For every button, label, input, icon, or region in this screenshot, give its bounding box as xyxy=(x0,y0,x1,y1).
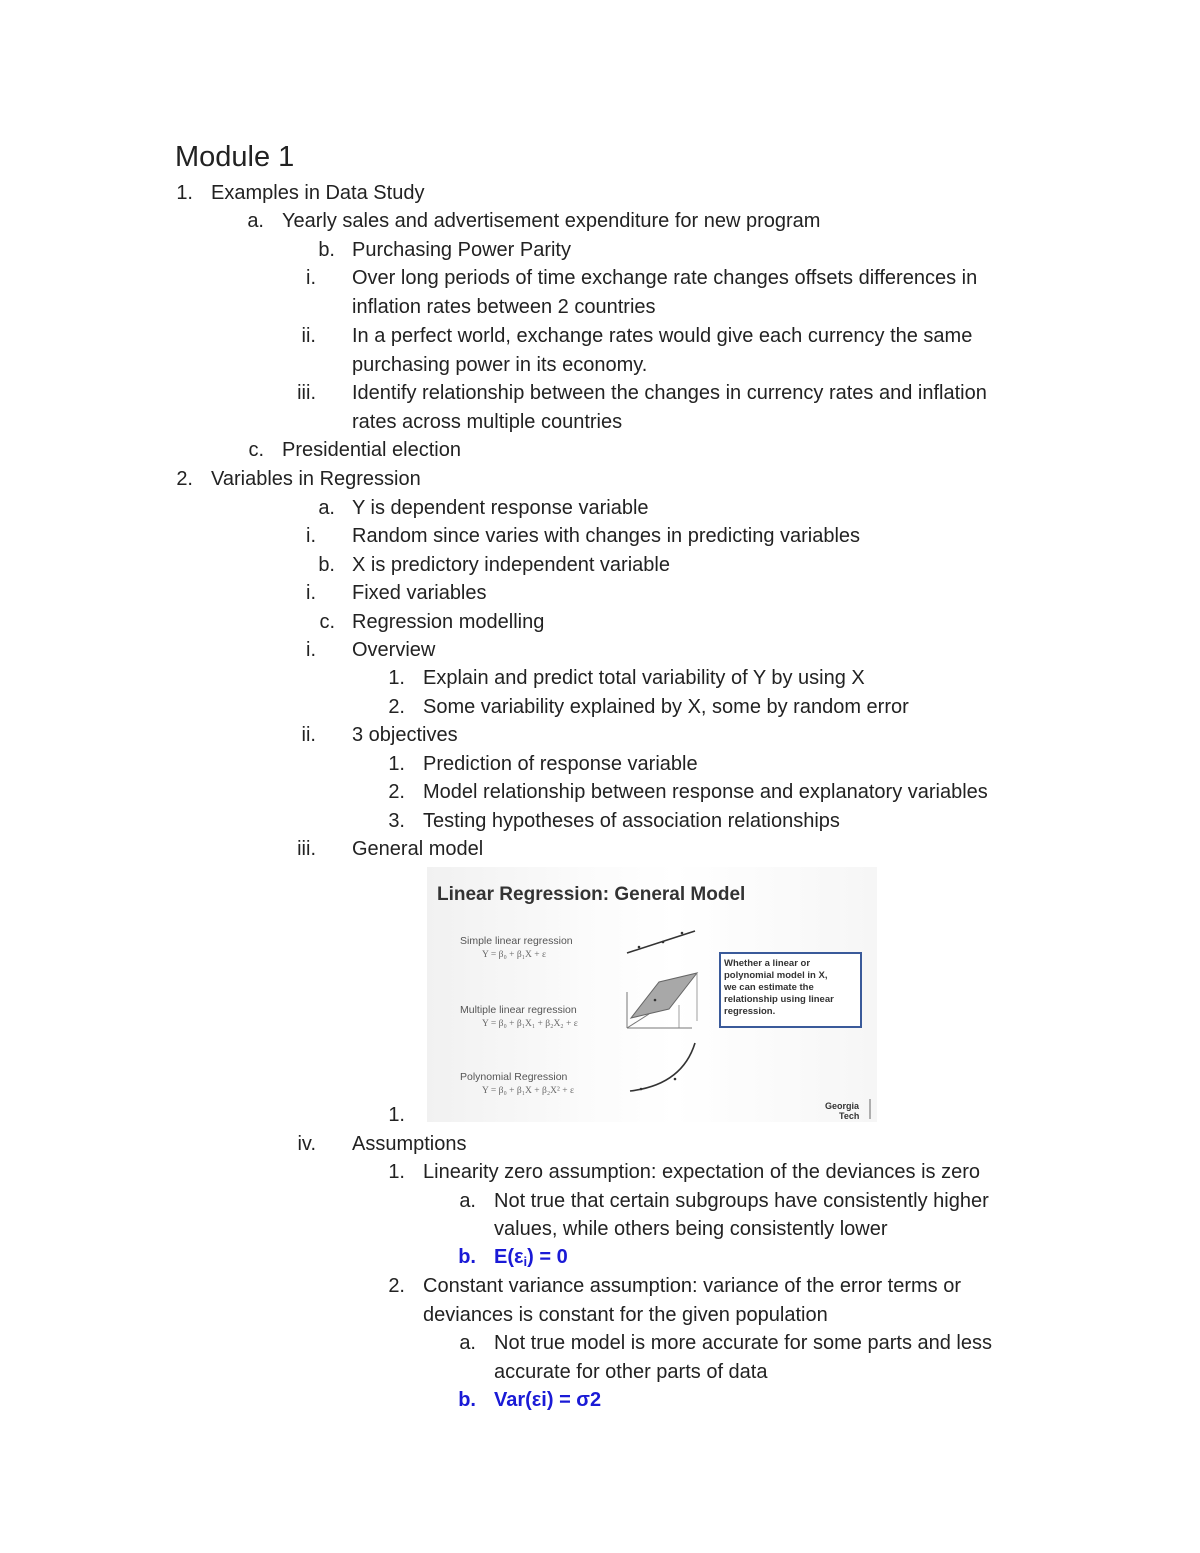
list-marker: 2. xyxy=(176,468,193,490)
simple-line-plot xyxy=(627,931,695,953)
list-item-text-main: Examples in Data Study xyxy=(211,182,425,204)
list-item-text xyxy=(494,1189,989,1213)
list-item-text xyxy=(352,638,435,662)
list-item-text xyxy=(494,1388,601,1412)
callout-line-3: we can estimate the xyxy=(724,982,814,993)
list-item-text xyxy=(423,666,865,690)
slide-row-polynomial-formula: Y = β₀ + β₁X + β₂X² + ε xyxy=(482,1086,574,1096)
list-item-text xyxy=(494,1245,568,1274)
logo-line-2: Tech xyxy=(839,1111,860,1121)
list-item-text xyxy=(352,238,571,262)
list-marker: 1. xyxy=(388,667,405,689)
list-item-text-main: X is predictory independent variable xyxy=(352,554,670,576)
list-item-text xyxy=(352,723,458,747)
list-item-text-main: Not true model is more accurate for some parts and less xyxy=(494,1332,992,1354)
list-item-text-main: 3 objectives xyxy=(352,724,458,746)
list-marker: 2. xyxy=(388,696,405,718)
list-item-text-main: Regression modelling xyxy=(352,611,545,633)
list-item-text-tail: ) = 0 xyxy=(527,1246,568,1268)
list-item-text xyxy=(352,837,483,861)
list-item-text xyxy=(423,695,909,719)
list-item-text xyxy=(494,1360,768,1384)
list-item-text-main: Testing hypotheses of association relationships xyxy=(423,810,840,832)
list-marker: iii. xyxy=(297,382,316,404)
list-item-text xyxy=(494,1217,888,1241)
list-item-text xyxy=(423,809,840,833)
slide-graphic xyxy=(427,867,877,1122)
list-marker: a. xyxy=(247,210,264,232)
list-item-text xyxy=(352,581,487,605)
list-item-text-main: Purchasing Power Parity xyxy=(352,239,571,261)
list-item-text-main: Fixed variables xyxy=(352,582,487,604)
list-item-text-main: rates across multiple countries xyxy=(352,411,623,433)
list-item-text-main: Over long periods of time exchange rate changes offsets differences in xyxy=(352,267,978,289)
list-item-text xyxy=(352,524,860,548)
list-marker: 2. xyxy=(388,781,405,803)
list-item-text xyxy=(352,324,972,348)
list-marker: 2. xyxy=(388,1275,405,1297)
list-item-text-main: Overview xyxy=(352,639,436,661)
list-item-text-main: purchasing power in its economy. xyxy=(352,354,648,376)
list-item-text xyxy=(211,467,421,491)
list-item-text xyxy=(211,181,424,205)
list-item-text xyxy=(352,266,977,290)
callout-line-1: Whether a linear or xyxy=(724,958,811,969)
list-item-text-main: Yearly sales and advertisement expenditure for new program xyxy=(282,210,821,232)
list-item-text xyxy=(494,1331,992,1355)
list-item-text-main: Y is dependent response variable xyxy=(352,497,649,519)
list-item-text xyxy=(423,1303,828,1327)
list-marker: b. xyxy=(318,554,335,576)
list-item-text-main: Prediction of response variable xyxy=(423,753,698,775)
subscript: i xyxy=(523,1254,528,1269)
slide-title: Linear Regression: General Model xyxy=(437,884,746,905)
list-item-text xyxy=(352,1132,467,1156)
callout-line-5: regression. xyxy=(724,1006,776,1017)
slide-row-polynomial-name: Polynomial Regression xyxy=(460,1071,568,1083)
callout-line-2: polynomial model in X, xyxy=(724,970,828,981)
list-item-text-main: Model relationship between response and explanatory variables xyxy=(423,781,988,803)
slide-row-multiple-formula: Y = β₀ + β₁X₁ + β₂X₂ + ε xyxy=(482,1019,578,1029)
list-item-text-main: Linearity zero assumption: expectation of the deviances is zero xyxy=(423,1161,980,1183)
list-item-text-main: Some variability explained by X, some by random error xyxy=(423,696,909,718)
list-marker: b. xyxy=(458,1389,476,1411)
list-item-text-main: Assumptions xyxy=(352,1133,467,1155)
list-marker: a. xyxy=(459,1190,476,1212)
list-item-text-main: Explain and predict total variability of Y by using X xyxy=(423,667,865,689)
list-marker: 1. xyxy=(176,182,193,204)
callout-line-4: relationship using linear xyxy=(724,994,834,1005)
list-marker: i. xyxy=(306,582,316,604)
list-marker: i. xyxy=(306,525,316,547)
slide-row-simple-formula: Y = β₀ + β₁X + ε xyxy=(482,950,546,960)
list-item-text-main: deviances is constant for the given population xyxy=(423,1304,828,1326)
list-item-text xyxy=(423,1160,980,1184)
list-item-text xyxy=(423,780,988,804)
list-marker: 1. xyxy=(388,1161,405,1183)
list-marker: ii. xyxy=(301,325,316,347)
general-model-slide-image xyxy=(427,867,877,1122)
list-marker: i. xyxy=(306,267,316,289)
list-marker: 3. xyxy=(388,810,405,832)
list-item-text-main: In a perfect world, exchange rates would give each currency the same xyxy=(352,325,973,347)
list-marker: i. xyxy=(306,639,316,661)
list-item-text xyxy=(352,381,987,405)
list-item-text-main: General model xyxy=(352,838,484,860)
list-item-text-main: Not true that certain subgroups have consistently higher xyxy=(494,1190,989,1212)
list-item-text xyxy=(352,553,670,577)
list-item-text-main: Variables in Regression xyxy=(211,468,421,490)
list-item-text xyxy=(282,438,461,462)
logo-line-1: Georgia xyxy=(825,1101,860,1111)
polynomial-curve-plot xyxy=(630,1043,695,1091)
list-marker: iv. xyxy=(297,1133,316,1155)
list-item-text xyxy=(352,353,647,377)
slide-row-multiple-name: Multiple linear regression xyxy=(460,1004,577,1016)
list-marker: iii. xyxy=(297,838,316,860)
list-marker: b. xyxy=(318,239,335,261)
list-marker: a. xyxy=(318,497,335,519)
list-marker: 1. xyxy=(388,1104,405,1126)
plane-plot xyxy=(627,973,697,1028)
page-title: Module 1 xyxy=(175,141,295,173)
list-item-text-main: Random since varies with changes in predicting variables xyxy=(352,525,861,547)
list-item-text-main: Identify relationship between the changes in currency rates and inflation xyxy=(352,382,987,404)
list-item-text-main: E(ε xyxy=(494,1246,524,1268)
list-marker: ii. xyxy=(301,724,316,746)
list-marker: 1. xyxy=(388,753,405,775)
list-marker: c. xyxy=(319,611,335,633)
list-item-text-main: Presidential election xyxy=(282,439,461,461)
list-item-text xyxy=(352,295,656,319)
list-marker: b. xyxy=(458,1246,476,1268)
list-marker: c. xyxy=(248,439,264,461)
list-item-text-main: values, while others being consistently lower xyxy=(494,1218,888,1240)
list-item-text-main: Constant variance assumption: variance of the error terms or xyxy=(423,1275,962,1297)
list-item-text xyxy=(352,496,649,520)
list-item-text xyxy=(352,410,622,434)
list-item-text xyxy=(352,610,544,634)
list-marker: a. xyxy=(459,1332,476,1354)
list-item-text xyxy=(423,752,698,776)
list-item-text-main: accurate for other parts of data xyxy=(494,1361,768,1383)
list-item-text xyxy=(423,1274,961,1298)
list-item-text-main: Var(εi) = σ2 xyxy=(494,1389,602,1411)
list-item-text-main: inflation rates between 2 countries xyxy=(352,296,656,318)
list-item-text xyxy=(282,209,820,233)
slide-row-simple-name: Simple linear regression xyxy=(460,935,573,947)
